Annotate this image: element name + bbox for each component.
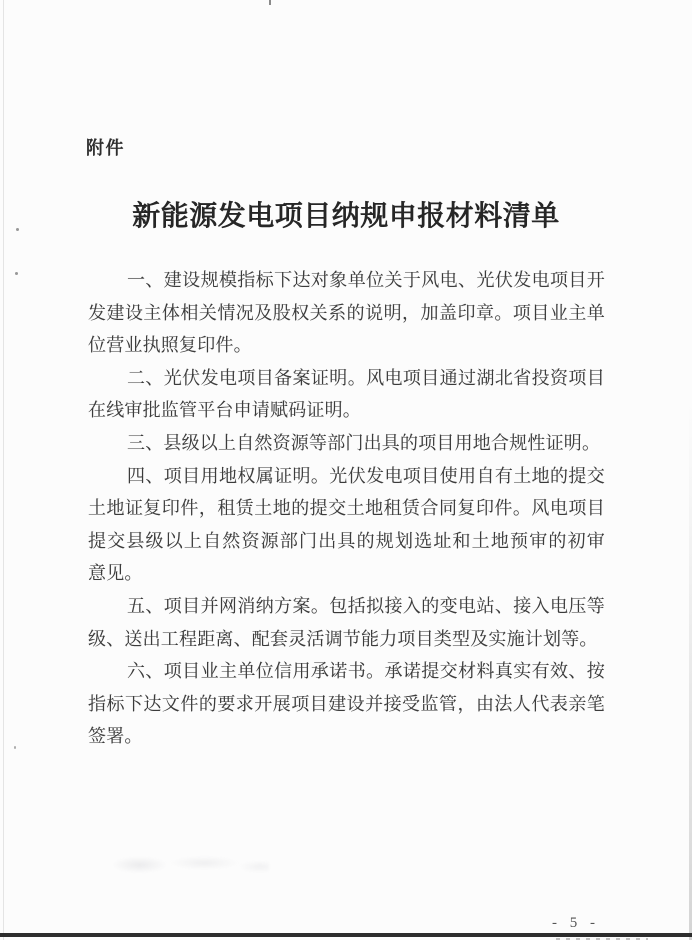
paragraph-3-line-1: 三、县级以上自然资源等部门出具的项目用地合规性证明。 [127, 432, 601, 453]
scan-bleedthrough-smudge [84, 842, 269, 880]
paragraph-5-line-2: 级、送出工程距离、配套灵活调节能力项目类型及实施计划等。 [88, 628, 598, 649]
paragraph-1-line-2: 发建设主体相关情况及股权关系的说明，加盖印章。项目业主单 [88, 302, 605, 323]
scan-cutoff-text-fragment [556, 938, 648, 940]
paragraph-4-line-2: 土地证复印件，租赁土地的提交土地租赁合同复印件。风电项目 [88, 498, 605, 519]
scan-left-edge-line [3, 0, 4, 940]
page-number: - 5 - [552, 915, 598, 931]
paragraph-2-line-2: 在线审批监管平台申请赋码证明。 [88, 400, 361, 421]
paragraph-4-line-1: 四、项目用地权属证明。光伏发电项目使用自有土地的提交 [127, 465, 605, 486]
paragraph-1-line-3: 位营业执照复印件。 [88, 335, 252, 356]
scan-bottom-edge-line [0, 933, 692, 937]
scan-speck [14, 746, 16, 749]
scan-top-tick-mark [269, 0, 271, 5]
attachment-label: 附件 [86, 138, 125, 158]
paragraph-5-line-1: 五、项目并网消纳方案。包括拟接入的变电站、接入电压等 [127, 595, 605, 616]
paragraph-6-line-2: 指标下达文件的要求开展项目建设并接受监管，由法人代表亲笔 [88, 693, 605, 714]
document-body [88, 264, 605, 753]
scan-speck [15, 272, 18, 275]
paragraph-6-line-3: 签署。 [88, 726, 143, 747]
paragraph-1-line-1: 一、建设规模指标下达对象单位关于风电、光伏发电项目开 [127, 270, 605, 290]
document-title: 新能源发电项目纳规申报材料清单 [132, 201, 560, 232]
paragraph-4-line-3: 提交县级以上自然资源部门出具的规划选址和土地预审的初审 [88, 530, 605, 551]
paragraph-4-line-4: 意见。 [88, 563, 143, 584]
paragraph-2-line-1: 二、光伏发电项目备案证明。风电项目通过湖北省投资项目 [127, 367, 605, 388]
paragraph-6-line-1: 六、项目业主单位信用承诺书。承诺提交材料真实有效、按 [127, 661, 605, 682]
